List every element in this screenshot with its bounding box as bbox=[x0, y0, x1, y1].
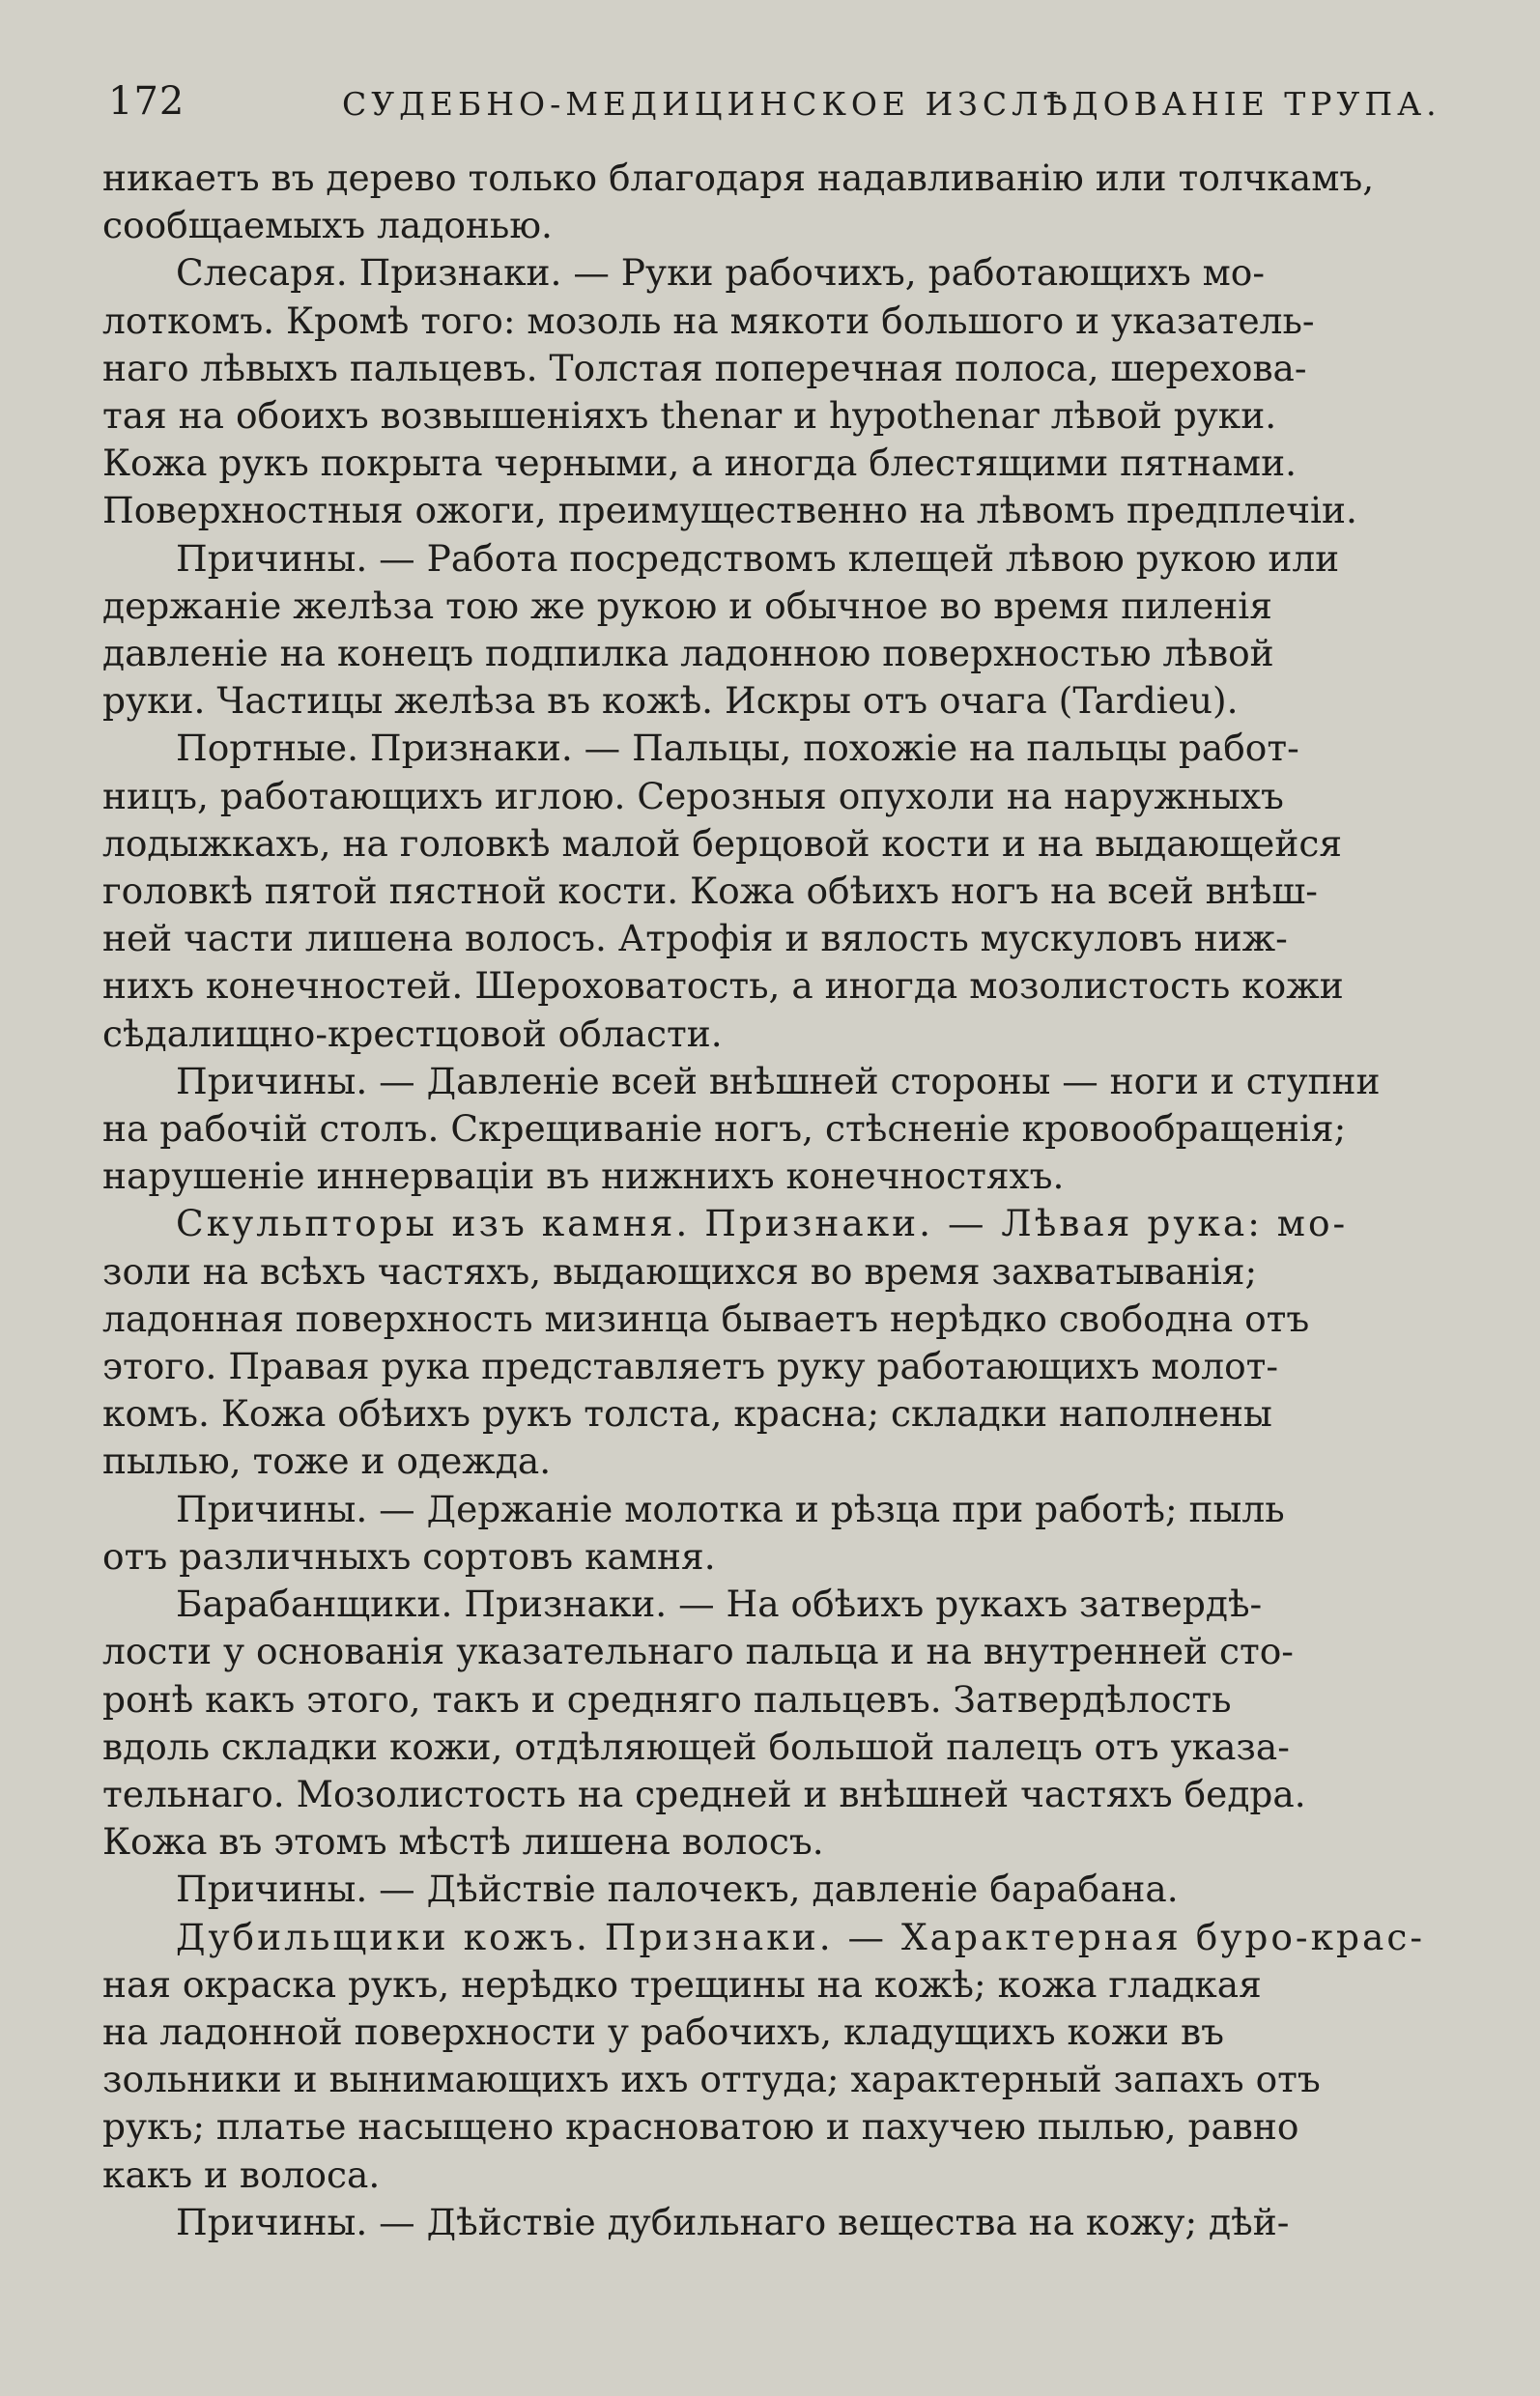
text-line-dubilshchiki-heading: Дубильщики кожъ. Признаки. — Характерная буро-крас- bbox=[176, 1915, 1426, 1958]
page-header bbox=[102, 79, 1455, 147]
body-text bbox=[102, 155, 1455, 2246]
text-line-skulptory-heading: Скульпторы изъ камня. Признаки. — Лѣвая рука: мо- bbox=[176, 1202, 1349, 1245]
text-line-portnye-heading: Портные. Признаки. — Пальцы, похожіе на пальцы работ- bbox=[176, 727, 1299, 770]
text-line: комъ. Кожа обѣихъ рукъ толста, красна; складки наполнены bbox=[102, 1392, 1272, 1436]
text-line: давленіе на конецъ подпилка ладонною поверхностью лѣвой bbox=[102, 632, 1274, 675]
text-line: ницъ, работающихъ иглою. Серозныя опухоли на наружныхъ bbox=[102, 774, 1284, 817]
text-line: нарушеніе иннерваціи въ нижнихъ конечностяхъ. bbox=[102, 1155, 1065, 1198]
text-line-barabanshchiki-heading: Барабанщики. Признаки. — На обѣихъ рукахъ затвердѣ- bbox=[176, 1583, 1263, 1626]
text-line: лодыжкахъ, на головкѣ малой берцовой кости и на выдающейся bbox=[102, 821, 1342, 865]
text-line: тая на обоихъ возвышеніяхъ thenar и hypothenar лѣвой руки. bbox=[102, 394, 1277, 438]
text-line: лоткомъ. Кромѣ того: мозоль на мякоти большого и указатель- bbox=[102, 299, 1315, 342]
text-line: нихъ конечностей. Шероховатость, а иногда мозолистость кожи bbox=[102, 964, 1344, 1008]
text-line-prichiny: Причины. — Держаніе молотка и рѣзца при работѣ; пыль bbox=[176, 1487, 1285, 1530]
text-line: головкѣ пятой пястной кости. Кожа обѣихъ ногъ на всей внѣш- bbox=[102, 870, 1318, 913]
text-line-prichiny: Причины. — Работа посредствомъ клещей лѣвою рукою или bbox=[176, 536, 1340, 580]
text-line: какъ и волоса. bbox=[102, 2153, 381, 2196]
text-line: золи на всѣхъ частяхъ, выдающихся во время захватыванія; bbox=[102, 1249, 1258, 1293]
text-line: на рабочій столъ. Скрещиваніе ногъ, стѣсненіе кровообращенія; bbox=[102, 1107, 1347, 1151]
text-line: зольники и вынимающихъ ихъ оттуда; характерный запахъ отъ bbox=[102, 2058, 1321, 2101]
text-line: руки. Частицы желѣза въ кожѣ. Искры отъ очага (Tardieu). bbox=[102, 679, 1239, 723]
text-line: Кожа рукъ покрыта черными, а иногда блестящими пятнами. bbox=[102, 442, 1297, 485]
text-line: наго лѣвыхъ пальцевъ. Толстая поперечная полоса, шерехова- bbox=[102, 346, 1307, 389]
text-line: ладонная поверхность мизинца бываетъ нерѣдко свободна отъ bbox=[102, 1297, 1310, 1340]
text-line: сообщаемыхъ ладонью. bbox=[102, 204, 553, 247]
running-head: СУДЕБНО-МЕДИЦИНСКОЕ ИЗСЛѢДОВАНІЕ ТРУПА. bbox=[342, 85, 1441, 123]
text-line-prichiny: Причины. — Дѣйствіе палочекъ, давленіе барабана. bbox=[176, 1868, 1179, 1911]
text-line: ней части лишена волосъ. Атрофія и вялость мускуловъ ниж- bbox=[102, 917, 1288, 960]
text-line: ная окраска рукъ, нерѣдко трещины на кожѣ; кожа гладкая bbox=[102, 1962, 1262, 2006]
text-line: лости у основанія указательнаго пальца и на внутренней сто- bbox=[102, 1630, 1294, 1673]
text-line: пылью, тоже и одежда. bbox=[102, 1440, 552, 1483]
text-line: вдоль складки кожи, отдѣляющей большой палецъ отъ указа- bbox=[102, 1725, 1290, 1768]
text-line-slesarya-heading: Слесаря. Признаки. — Руки рабочихъ, работающихъ мо- bbox=[176, 251, 1266, 295]
text-line: рукъ; платье насыщено красноватою и пахучею пылью, равно bbox=[102, 2105, 1299, 2149]
text-line-prichiny: Причины. — Дѣйствіе дубильнаго вещества на кожу; дѣй- bbox=[176, 2200, 1290, 2243]
text-line: отъ различныхъ сортовъ камня. bbox=[102, 1534, 716, 1578]
text-line: держаніе желѣза тою же рукою и обычное во время пиленія bbox=[102, 584, 1272, 627]
text-line: сѣдалищно-крестцовой области. bbox=[102, 1012, 723, 1055]
text-line: на ладонной поверхности у рабочихъ, кладущихъ кожи въ bbox=[102, 2010, 1224, 2053]
text-line: Поверхностныя ожоги, преимущественно на лѣвомъ предплечіи. bbox=[102, 489, 1357, 532]
text-line: этого. Правая рука представляетъ руку работающихъ молот- bbox=[102, 1345, 1279, 1388]
text-line: тельнаго. Мозолистость на средней и внѣшней частяхъ бедра. bbox=[102, 1772, 1306, 1815]
text-line: никаетъ въ дерево только благодаря надавливанію или толчкамъ, bbox=[102, 157, 1375, 199]
text-line-prichiny: Причины. — Давленіе всей внѣшней стороны — ноги и ступни bbox=[176, 1059, 1381, 1102]
text-line: ронѣ какъ этого, такъ и средняго пальцевъ. Затвердѣлость bbox=[102, 1677, 1232, 1721]
page-number: 172 bbox=[108, 79, 185, 124]
text-line: Кожа въ этомъ мѣстѣ лишена волосъ. bbox=[102, 1820, 824, 1864]
